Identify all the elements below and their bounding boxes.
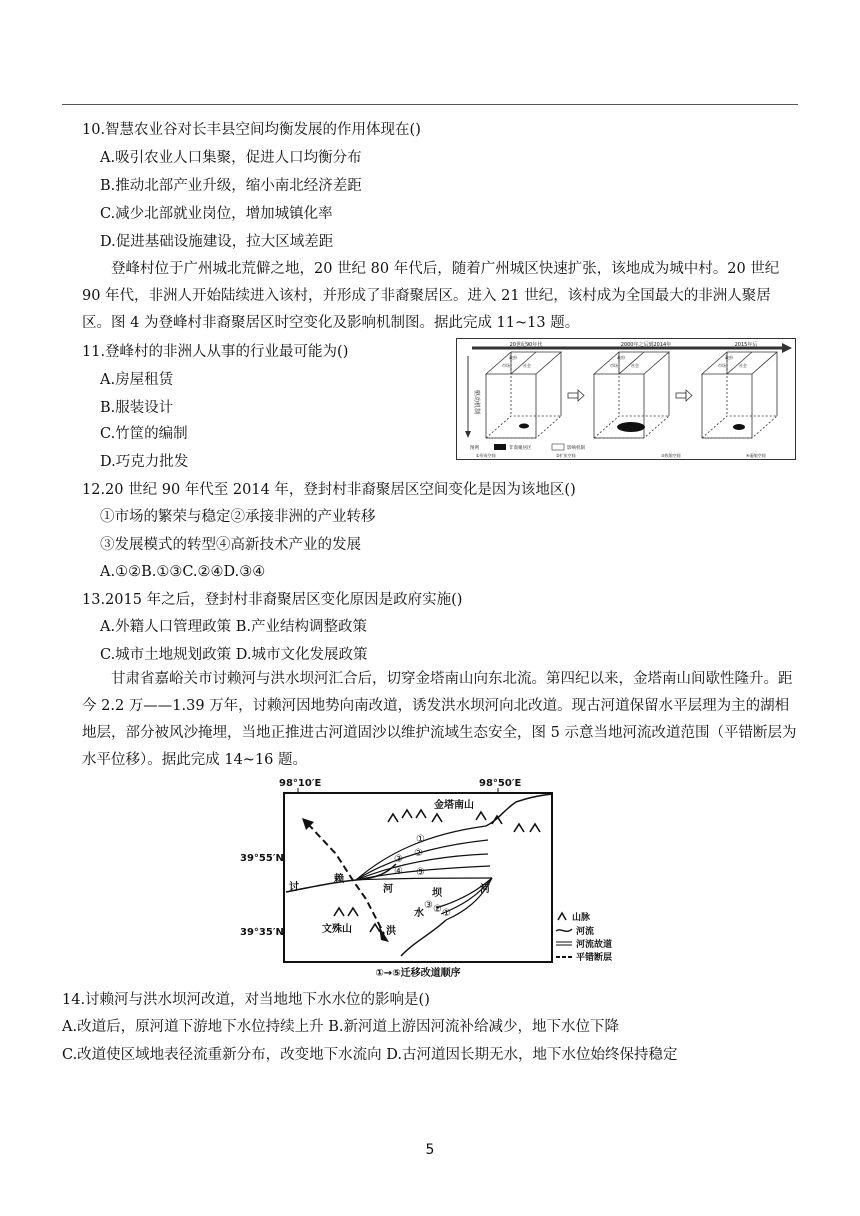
fig4-box2-top-label-3: 社会	[631, 363, 639, 368]
fig4-header-1: 20世纪90年代	[509, 342, 543, 348]
fig4-area-3	[733, 424, 745, 430]
fig4-box3-top-label-3: 社会	[739, 363, 747, 368]
fig4-legend-2: 影响机制	[567, 446, 585, 451]
page-number: 5	[425, 1142, 435, 1158]
fig5-river-char-he1: 河	[383, 884, 393, 895]
q10-option-b: B.推动北部产业升级，缩小南北经济差距	[100, 178, 362, 194]
q11-option-c: C.竹筐的编制	[100, 426, 188, 442]
q11-option-b: B.服装设计	[100, 400, 174, 416]
fig4-axis-label: 驱动机制	[473, 390, 480, 415]
fig5-lon-label-2: 98°50′E	[479, 778, 522, 789]
fig5-lat-label-1: 39°55′N	[240, 853, 284, 864]
q11-option-d: D.巧克力批发	[100, 454, 189, 470]
q12-choices: A.①②B.①③C.②④D.③④	[100, 564, 266, 580]
fig4-box3-top-label-2: 市场	[718, 363, 726, 368]
fig4-legend-swatch-1	[494, 444, 506, 450]
q11-option-a: A.房屋租赁	[100, 372, 174, 388]
fig4-header-2: 2000年之后到2014年	[620, 342, 672, 348]
fig5-channel-num-b3: ③	[424, 900, 433, 911]
q10-stem: 10.智慧农业谷对长丰县空间均衡发展的作用体现在()	[82, 122, 421, 138]
fig4-bottom-label-3: ③收缩空间	[661, 453, 681, 458]
fig5-channel-num-1: ①	[416, 834, 425, 845]
fig5-channel-num-3: ③	[394, 854, 403, 865]
fig4-header-3: 2015年后	[734, 342, 758, 348]
q14-stem: 14.讨赖河与洪水坝河改道，对当地地下水水位的影响是()	[62, 992, 430, 1008]
fig5-mountain-label-wenshu: 文殊山	[322, 924, 352, 935]
fig4-bottom-label-2: ②扩张空间	[556, 453, 576, 458]
fig4-box1-top-label-1: 政府	[509, 355, 517, 360]
fig4-legend-1: 非裔聚居区	[509, 446, 532, 451]
fig5-river-char-ba: 坝	[432, 888, 442, 899]
figure-4	[456, 338, 796, 460]
fig5-river-char-lai: 赖	[334, 874, 344, 885]
figure-5	[236, 774, 656, 980]
header-rule	[62, 104, 798, 105]
fig4-box2-top-label-1: 政府	[617, 355, 625, 360]
fig5-river-char-hong: 洪	[386, 926, 396, 937]
fig5-caption: ①→⑤迁移改道顺序	[375, 968, 461, 979]
q13-options-cd: C.城市土地规划政策 D.城市文化发展政策	[100, 647, 368, 663]
fig5-channel-num-b1: ①	[442, 908, 451, 919]
fig5-lat-label-2: 39°35′N	[240, 927, 284, 938]
fig5-river-char-he2: 河	[480, 884, 490, 895]
fig4-area-2	[617, 422, 645, 432]
fig4-bottom-label-4: ④萎缩空间	[746, 453, 766, 458]
q10-option-c: C.减少北部就业岗位，增加城镇化率	[100, 206, 333, 222]
fig4-box3-top-label-1: 政府	[725, 355, 733, 360]
q14-options-ab: A.改道后，原河道下游地下水位持续上升 B.新河道上游因河流补给减少，地下水位下降	[62, 1019, 619, 1035]
fig4-area-1	[519, 424, 529, 429]
q14-options-cd: C.改道使区域地表径流重新分布，改变地下水流向 D.古河道因长期无水，地下水位始终保持稳定	[62, 1047, 678, 1063]
fig5-channel-num-b2: ②	[433, 904, 442, 915]
fig4-bottom-label-1: ①形成空间	[476, 453, 496, 458]
q13-options-ab: A.外籍人口管理政策 B.产业结构调整政策	[100, 619, 367, 635]
fig4-box2-top-label-2: 市场	[610, 363, 618, 368]
fig5-mountain-label-jinta: 金塔南山	[434, 800, 474, 811]
fig5-legend-paleochannel: 河流故道	[576, 940, 613, 950]
fig5-legend	[556, 911, 612, 963]
q12-item-2: ③发展模式的转型④高新技术产业的发展	[100, 537, 361, 553]
passage-2: 甘肃省嘉峪关市讨赖河与洪水坝河汇合后，切穿金塔南山向东北流。第四纪以来，金塔南山间歇性隆升。距今 2.2 万——1.39 万年，讨赖河因地势向南改道，诱发洪水坝河向北改道。现古河道保留水平层理为主的湖相地层，部分被风沙掩埋，当地正推进古河道固沙以维护流域生态安全，图 5 示意当地河流改道范围（平错断层为水平位移）。据此完成 14~16 题。	[82, 671, 797, 768]
fig5-legend-river: 河流	[576, 927, 595, 937]
fig4-box1-top-label-3: 社会	[523, 363, 531, 368]
q11-stem: 11.登峰村的非洲人从事的行业最可能为()	[82, 344, 349, 360]
q12-item-1: ①市场的繁荣与稳定②承接非洲的产业转移	[100, 509, 376, 525]
passage-1: 登峰村位于广州城北荒僻之地，20 世纪 80 年代后，随着广州城区快速扩张，该地成为城中村。20 世纪 90 年代，非洲人开始陆续进入该村，并形成了非裔聚居区。进入 21 世纪，该村成为全国最大的非洲人聚居区。图 4 为登峰村非裔聚居区时空变化及影响机制图。据此完成 11~13 题。	[82, 261, 780, 331]
fig5-lon-label-1: 98°10′E	[279, 778, 322, 789]
fig5-channel-num-2: ②	[414, 848, 423, 859]
fig5-channel-num-4: ④	[394, 866, 403, 877]
q12-stem: 12.20 世纪 90 年代至 2014 年，登封村非裔聚居区空间变化是因为该地区()	[82, 482, 576, 498]
q10-option-a: A.吸引农业人口集聚，促进人口均衡分布	[100, 150, 362, 166]
fig5-legend-fault: 平错断层	[576, 953, 613, 963]
fig5-river-char-shui: 水	[414, 908, 424, 919]
fig4-legend-title: 图例	[470, 446, 479, 451]
fig4-box1-top-label-2: 市场	[502, 363, 510, 368]
fig5-legend-mountain: 山脉	[572, 913, 591, 923]
fig5-channel-num-5: ⑤	[416, 867, 425, 878]
q13-stem: 13.2015 年之后，登封村非裔聚居区变化原因是政府实施()	[82, 592, 463, 608]
q10-option-d: D.促进基础设施建设，拉大区域差距	[100, 234, 334, 250]
fig5-river-char-tao: 讨	[289, 882, 299, 893]
